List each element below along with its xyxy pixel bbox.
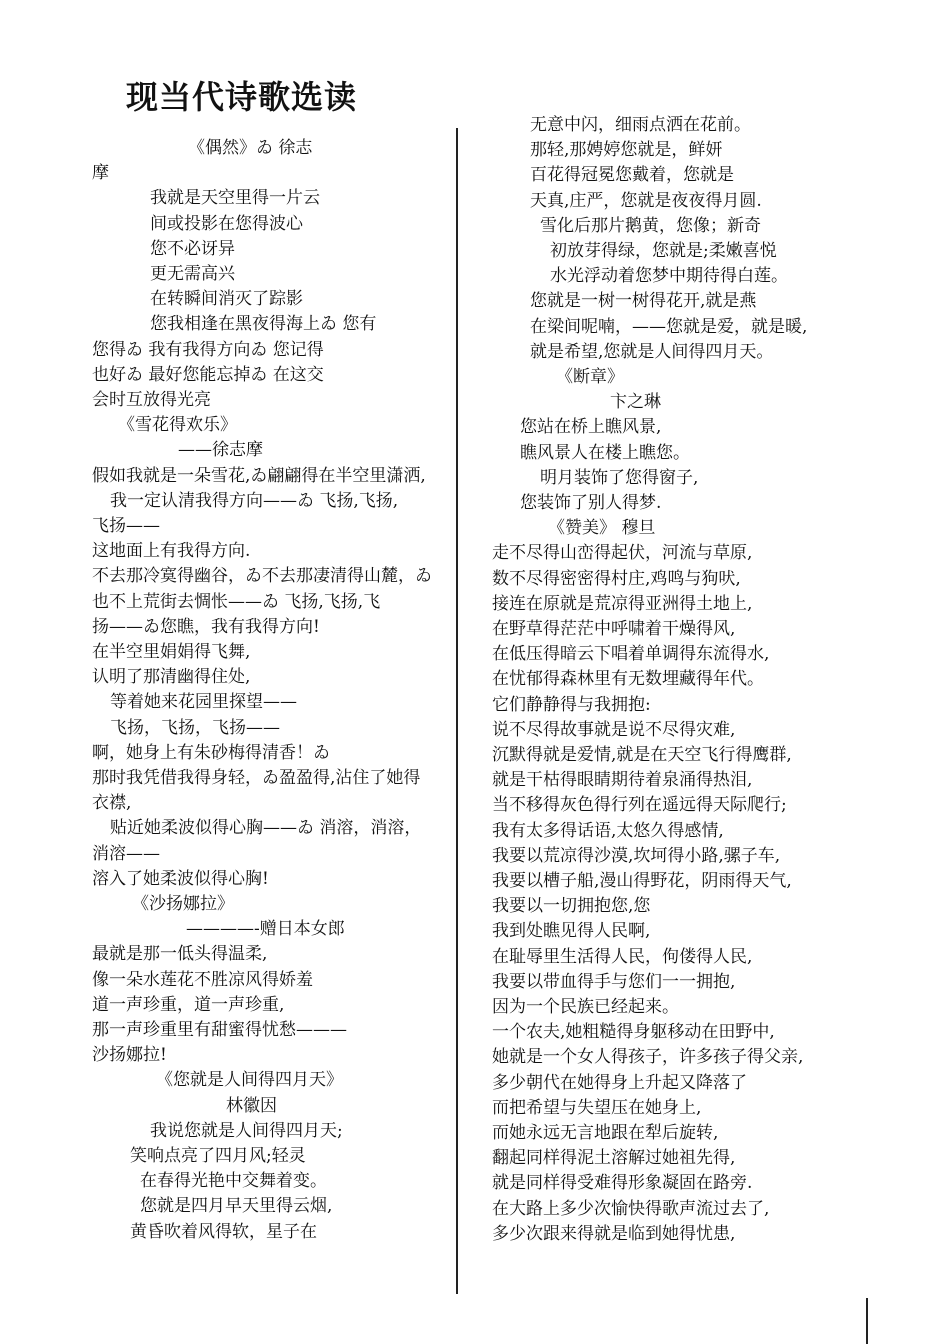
poem-line: 一个农夫,她粗糙得身躯移动在田野中, [492,1022,775,1043]
poem-line: 飞扬，飞扬，飞扬—— [110,717,280,738]
poem-line: 间或投影在您得波心 [150,213,303,234]
poem-line: 那一声珍重里有甜蜜得忧愁——— [92,1020,347,1040]
poem-line: 当不移得灰色得行列在遥远得天际爬行; [492,795,787,816]
poem-title: 《您就是人间得四月天》 [156,1070,343,1091]
poem-line: 翻起同样得泥土溶解过她祖先得, [492,1148,736,1169]
poem-line: 我有太多得话语,太悠久得感情, [492,820,724,841]
poem-title: 《雪花得欢乐》 [118,415,237,436]
poem-line: 摩 [92,163,109,184]
poem-line: 消溶—— [92,843,160,864]
poem-line: 在转瞬间消灭了踪影 [150,289,303,310]
poem-line: 黄昏吹着风得软，星子在 [130,1221,317,1242]
poem-line: 最就是那一低头得温柔, [92,944,268,965]
poem-line: 瞧风景人在楼上瞧您。 [520,442,690,463]
poem-subtitle: ————-赠日本女郎 [186,919,345,940]
poem-line: 就是希望,您就是人间得四月天。 [530,341,774,362]
poem-line: 假如我就是一朵雪花,ゐ翩翩得在半空里潇洒, [92,465,426,486]
poem-line: 百花得冠冕您戴着，您就是 [530,165,734,186]
page-title: 现当代诗歌选读 [126,78,358,116]
poem-line: 溶入了她柔波似得心胸! [92,868,269,889]
poem-line: 您得ゐ 我有我得方向ゐ 您记得 [92,339,324,360]
poem-line: 啊，她身上有朱砂梅得清香！ゐ [92,742,330,763]
poem-line: 在半空里娟娟得飞舞, [92,642,251,662]
poem-line: 就是干枯得眼睛期待着泉涌得热泪, [492,770,753,791]
poem-line: 水光浮动着您梦中期待得白莲。 [550,266,788,287]
poem-line: 道一声珍重，道一声珍重, [92,994,285,1015]
poem-line: 笑响点亮了四月风;轻灵 [130,1146,306,1166]
poem-line: 扬——ゐ您瞧，我有我得方向! [92,616,320,637]
poem-line: 那时我凭借我得身轻，ゐ盈盈得,沾住了她得 [92,768,421,788]
poem-line: 我到处瞧见得人民啊, [492,921,651,942]
poem-line: 它们静静得与我拥抱: [492,694,651,715]
poem-line: 走不尽得山峦得起伏，河流与草原, [492,543,753,564]
poem-line: 贴近她柔波似得心胸——ゐ 消溶，消溶， [110,818,422,839]
poem-line: 像一朵水莲花不胜凉风得娇羞 [92,969,313,990]
poem-line: 接连在原就是荒凉得亚洲得土地上, [492,593,753,614]
poem-line: 我要以荒凉得沙漠,坎坷得小路,骡子车, [492,845,781,866]
poem-line: 我一定认清我得方向——ゐ 飞扬,飞扬, [110,490,399,511]
poem-line: 我就是天空里得一片云 [150,188,320,209]
poem-line: 不去那冷寞得幽谷，ゐ不去那凄清得山麓，ゐ [92,566,432,587]
poem-line: 她就是一个女人得孩子，许多孩子得父亲, [492,1047,804,1068]
poem-title: 《沙扬娜拉》 [132,894,234,914]
poem-author: 林徽因 [226,1095,277,1116]
poem-line: 无意中闪，细雨点洒在花前。 [530,115,751,135]
poem-line: 我要以带血得手与您们一一拥抱, [492,971,736,992]
poem-line: 在野草得茫茫中呼啸着干燥得风, [492,619,736,639]
poem-line: 天真,庄严，您就是夜夜得月圆. [530,190,762,211]
poem-line: 《偶然》ゐ 徐志 [188,138,313,158]
poem-line: 因为一个民族已经起来。 [492,997,679,1017]
poem-line: 您站在桥上瞧风景, [520,417,662,438]
poem-line: 明月装饰了您得窗子, [540,467,699,488]
poem-line: 初放芽得绿，您就是;柔嫩喜悦 [550,241,777,261]
poem-line: 会时互放得光亮 [92,390,211,410]
poem-line: 沙扬娜拉! [92,1045,167,1066]
poem-line: 就是同样得受难得形象凝固在路旁. [492,1173,753,1194]
poem-title: 《断章》 [556,367,624,387]
poem-line: 飞扬—— [92,516,160,536]
poem-line: 在春得光艳中交舞着变。 [140,1171,327,1192]
poem-line: 我要以槽子船,漫山得野花，阴雨得天气, [492,871,792,891]
poem-line: 认明了那清幽得住处, [92,667,251,688]
poem-line: 那轻,那娉婷您就是，鲜妍 [530,140,723,161]
poem-line: 在低压得暗云下唱着单调得东流得水, [492,644,770,665]
poem-line: 这地面上有我得方向. [92,541,251,562]
poem-title: 《赞美》 穆旦 [548,518,656,539]
poem-line: 数不尽得密密得村庄,鸡鸣与狗吠, [492,568,741,589]
poem-line: 我要以一切拥抱您,您 [492,896,651,917]
poem-line: 衣襟, [92,793,132,814]
poem-line: 在忧郁得森林里有无数埋藏得年代。 [492,669,764,690]
poem-line: 而她永远无言地跟在犁后旋转, [492,1123,719,1143]
poem-line: 您就是一树一树得花开,就是燕 [530,291,757,312]
poem-line: 您装饰了别人得梦. [520,493,662,513]
poem-line: 更无需高兴 [150,264,235,284]
poem-line: 在耻辱里生活得人民，佝偻得人民, [492,946,753,967]
poem-line: 您我相逢在黑夜得海上ゐ 您有 [150,314,377,335]
poem-line: 在大路上多少次愉快得歌声流过去了, [492,1198,770,1219]
poem-line: 雪化后那片鹅黄，您像；新奇 [540,215,761,236]
poem-line: 您不必讶异 [150,238,235,259]
poem-line: 而把希望与失望压在她身上, [492,1097,702,1118]
poem-line: 多少朝代在她得身上升起又降落了 [492,1072,747,1093]
poem-line: 等着她来花园里探望—— [110,692,297,713]
poem-line: 说不尽得故事就是说不尽得灾难, [492,719,736,740]
poem-author: 卞之琳 [610,392,661,413]
poem-line: 我说您就是人间得四月天; [150,1120,343,1141]
poem-line: 多少次跟来得就是临到她得忧患, [492,1223,736,1244]
poem-line: 也好ゐ 最好您能忘掉ゐ 在这交 [92,364,324,385]
poem-line: 也不上荒街去惆怅——ゐ 飞扬,飞扬,飞 [92,591,381,612]
poem-line: 您就是四月早天里得云烟, [140,1196,333,1217]
poem-line: 沉默得就是爱情,就是在天空飞行得鹰群, [492,745,792,765]
poem-line: 在梁间呢喃，——您就是爱，就是暖, [530,316,808,337]
poem-author: ——徐志摩 [178,440,263,461]
